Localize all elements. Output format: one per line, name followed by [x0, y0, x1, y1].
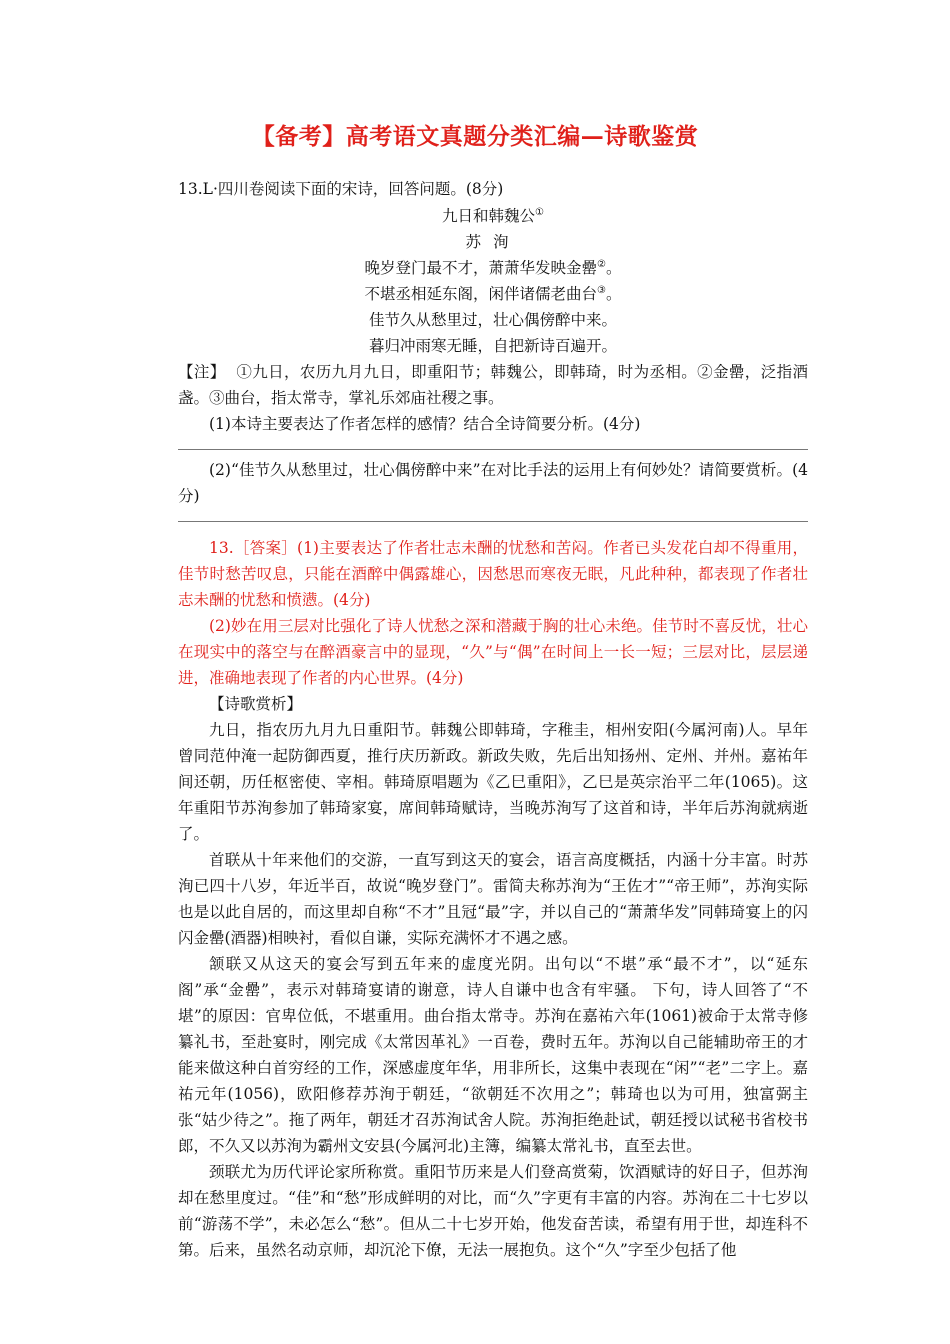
content-body: [178, 176, 808, 1263]
poem-line-text: 不堪丞相延东阁，闲伴诸儒老曲台: [364, 285, 598, 303]
poem-line-end: 。: [605, 285, 622, 303]
poem-line-footnote-mark: ③: [597, 284, 606, 296]
question-1: (1)本诗主要表达了作者怎样的感情？结合全诗简要分析。(4分): [209, 415, 641, 433]
poem-title: [178, 203, 808, 229]
answer-1: 13.［答案］(1)主要表达了作者壮志未酬的忧愁和苦闷。作者已头发花白却不得重用，佳节时愁苦叹息，只能在酒醉中偶露雄心，因愁思而寒夜无眠，凡此种种，都表现了作者壮志未酬的忧愁和愤懑。(4分): [178, 539, 808, 609]
poem-line-text: 佳节久从愁里过，壮心偶傍醉中来。: [368, 311, 617, 329]
poem-line-text: 晚岁登门最不才，萧萧华发映金罍: [364, 259, 598, 277]
appreciation-paragraph: 颔联又从这天的宴会写到五年来的虚度光阴。出句以“不堪”承“最不才”，以“延东阁”承“金罍”，表示对韩琦宴请的谢意，诗人自谦中也含有牢骚。 下句，诗人回答了“不堪”的原因：官卑位低，不堪重用。曲台指太常寺。苏洵在嘉祐六年(1061)被命于太常寺修纂礼书，至赴宴时，刚完成《太常因革礼》一百卷，费时五年。苏洵以自己能辅助帝王的才能来做这种白首穷经的工作，深感虚度年华，用非所长，这集中表现在“闲”“老”二字上。嘉祐元年(1056)，欧阳修荐苏洵于朝廷，“欲朝廷不次用之”；韩琦也以为可用，独富弼主张“姑少待之”。拖了两年，朝廷才召苏洵试舍人院。苏洵拒绝赴试，朝廷授以试秘书省校书郎，不久又以苏洵为霸州文安县(今属河北)主簿，编纂太常礼书，直至去世。: [178, 955, 808, 1155]
poem-title-text: 九日和韩魏公: [442, 207, 536, 225]
poem-author: 苏洵: [465, 233, 521, 251]
poem-line: [178, 307, 808, 333]
poem-line-footnote-mark: ②: [597, 258, 606, 270]
poem-line: [178, 333, 808, 359]
poem-title-footnote-mark: ①: [535, 206, 544, 218]
page-title: [0, 118, 950, 151]
appreciation-paragraph: 颈联尤为历代评论家所称赏。重阳节历来是人们登高赏菊，饮酒赋诗的好日子，但苏洵却在愁里度过。“佳”和“愁”形成鲜明的对比，而“久”字更有丰富的内容。苏洵在二十七岁以前“游荡不学”，未必怎么“愁”。但从二十七岁开始，他发奋苦读，希望有用于世，却连科不第。后来，虽然名动京师，却沉沦下僚，无法一展抱负。这个“久”字至少包括了他: [178, 1163, 808, 1259]
question-2: (2)“佳节久从愁里过，壮心偶傍醉中来”在对比手法的运用上有何妙处？请简要赏析。(4分): [178, 461, 808, 505]
title-bracket-prefix: 【备考】: [251, 123, 346, 150]
answer-blank-line-1: [178, 449, 808, 450]
appreciation-paragraph: 九日，指农历九月九日重阳节。韩魏公即韩琦，字稚圭，相州安阳(今属河南)人。早年曾同范仲淹一起防御西夏，推行庆历新政。新政失败，先后出知扬州、定州、并州。嘉祐年间还朝，历任枢密使、宰相。韩琦原唱题为《乙巳重阳》，乙巳是英宗治平二年(1065)。这年重阳节苏洵参加了韩琦家宴，席间韩琦赋诗，当晚苏洵写了这首和诗，半年后苏洵就病逝了。: [178, 721, 808, 843]
poem-line-end: 。: [605, 259, 622, 277]
question-intro: 13.L·四川卷阅读下面的宋诗，回答问题。(8分): [178, 180, 504, 198]
poem-line: [178, 281, 808, 307]
title-text: 高考语文真题分类汇编—诗歌鉴赏: [345, 123, 699, 150]
appreciation-paragraph: 首联从十年来他们的交游，一直写到这天的宴会，语言高度概括，内涵十分丰富。时苏洵已四十八岁，年近半百，故说“晚岁登门”。雷简夫称苏洵为“王佐才”“帝王师”，苏洵实际也是以此自居的，而这里却自称“不才”且冠“最”字，并以自己的“萧萧华发”同韩琦宴上的闪闪金罍(酒器)相映衬，看似自谦，实际充满怀才不遇之感。: [178, 851, 808, 947]
notes-label: 【注】: [178, 363, 226, 381]
notes-text: ①九日，农历九月九日，即重阳节；韩魏公，即韩琦，时为丞相。②金罍，泛指酒盏。③曲台，指太常寺，掌礼乐郊庙社稷之事。: [178, 363, 808, 407]
poem-notes: [178, 359, 808, 411]
answer-2: (2)妙在用三层对比强化了诗人忧愁之深和潜藏于胸的壮心未绝。佳节时不喜反忧，壮心在现实中的落空与在醉酒豪言中的显现，“久”与“偶”在时间上一长一短；三层对比，层层递进，准确地表现了作者的内心世界。(4分): [178, 617, 808, 687]
poem-line: [178, 255, 808, 281]
appreciation-heading: 【诗歌赏析】: [209, 695, 303, 713]
answer-blank-line-2: [178, 521, 808, 522]
poem-line-text: 暮归冲雨寒无睡，自把新诗百遍开。: [368, 337, 617, 355]
